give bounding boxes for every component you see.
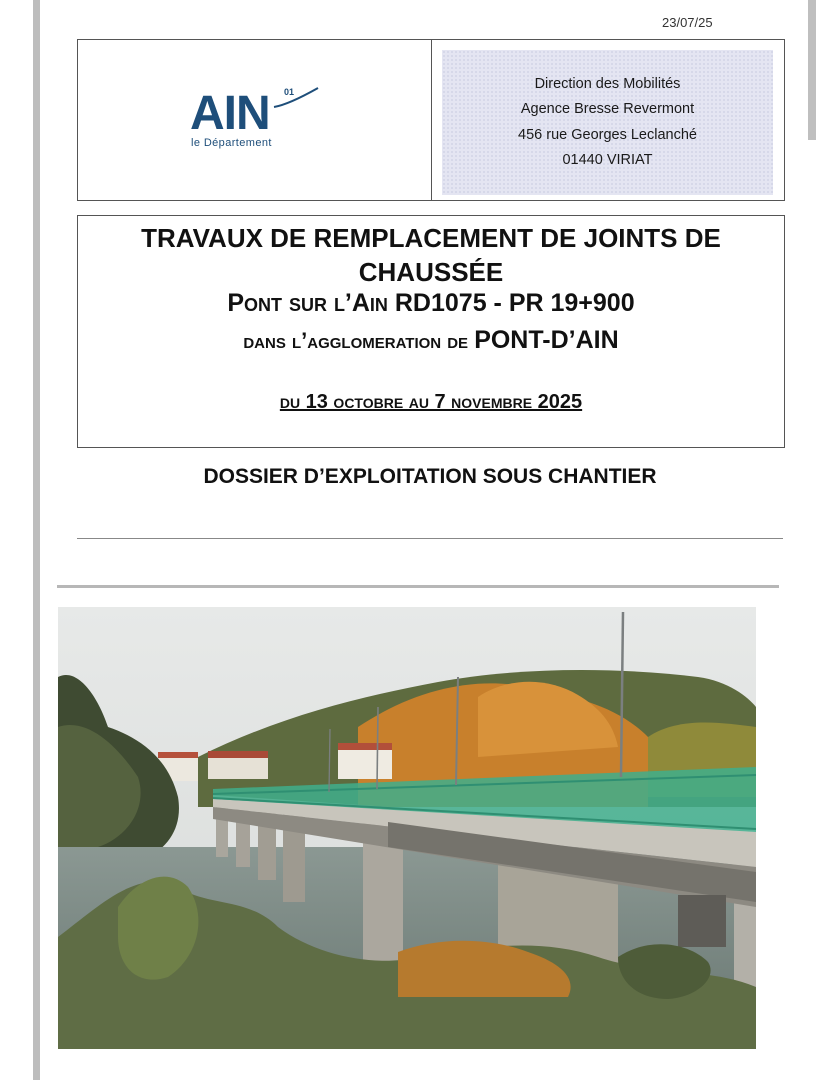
print-date: 23/07/25 [662, 15, 713, 30]
title-location-prefix: dans l’agglomeration de [243, 328, 475, 353]
ain-department-logo [190, 87, 320, 153]
logo-wordmark: AIN [190, 87, 270, 140]
title-line-1: TRAVAUX DE REMPLACEMENT DE JOINTS DE [141, 223, 721, 253]
title-box [77, 215, 785, 448]
logo-tagline: le Département [191, 137, 272, 149]
title-location-place: PONT-D’AIN [474, 326, 619, 354]
bridge-photo [58, 607, 756, 1049]
title-line-2: CHAUSSÉE [358, 257, 504, 287]
title-location-line [78, 323, 784, 358]
address-line-3: 456 rue Georges Leclanché [518, 126, 697, 143]
works-dates: du 13 octobre au 7 novembre 2025 [279, 391, 583, 413]
address-panel [442, 50, 773, 195]
address-line-1: Direction des Mobilités [534, 75, 681, 92]
address-line-2: Agence Bresse Revermont [520, 101, 695, 117]
logo-swoosh-icon [272, 87, 320, 109]
scrollbar-thumb[interactable] [808, 0, 816, 140]
divider-rule [77, 538, 783, 539]
address-line-4: 01440 VIRIAT [562, 152, 653, 168]
logo-superscript: 01 [284, 87, 295, 97]
divider-rule-thick [57, 585, 779, 588]
header-box [77, 39, 785, 201]
document-title [78, 221, 784, 289]
header-divider [431, 40, 432, 200]
document-subtitle: DOSSIER D’EXPLOITATION SOUS CHANTIER [203, 465, 657, 488]
page-edge-bar [33, 0, 40, 1080]
title-bridge-line: Pont sur l’Ain RD1075 - PR 19+900 [227, 289, 635, 317]
